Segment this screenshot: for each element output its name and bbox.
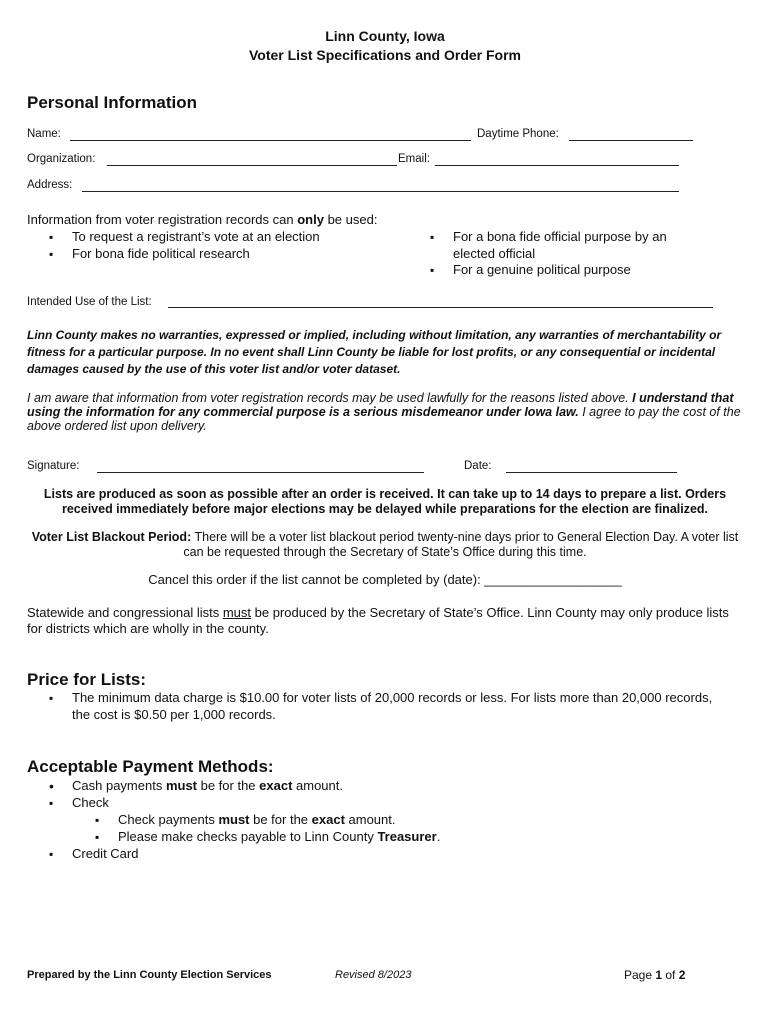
blackout-period: Voter List Blackout Period: There will be a voter list blackout period twenty-nine days prior to General Election Day. A voter list can be requested through the Secretary of State’s Office during this time. (31, 530, 739, 559)
payment-heading: Acceptable Payment Methods: (27, 757, 274, 776)
list-item: ▪ Please make checks payable to Linn County Treasurer. (27, 829, 727, 846)
info-intro: Information from voter registration records can only be used: (27, 212, 378, 227)
footer-prepared: Prepared by the Linn County Election Services (27, 969, 272, 981)
uses-right-list (408, 229, 708, 279)
personal-info-heading: Personal Information (27, 93, 198, 112)
county-title: Linn County, Iowa (325, 28, 445, 44)
name-field[interactable] (70, 140, 471, 141)
date-label: Date: (464, 460, 492, 472)
payment-list (27, 778, 727, 811)
name-label: Name: (27, 128, 61, 140)
list-item: ▪ For bona fide political research (27, 246, 407, 263)
intended-use-field[interactable] (168, 307, 713, 308)
warranty-disclaimer: Linn County makes no warranties, expressed or implied, including without limitation, any warranties of merchantability or fitness for a particular purpose. In no event shall Linn County be liable for lost profits, or any consequential or incidental damages caused by the use of this voter list and/or voter dataset. (27, 328, 722, 376)
address-label: Address: (27, 179, 73, 191)
list-item: ▪ Check payments must be for the exact amount. (27, 812, 727, 829)
date-field[interactable] (506, 472, 677, 473)
check-sub-list (27, 812, 727, 845)
statewide-note: Statewide and congressional lists must be produced by the Secretary of State’s Office. Linn County may only produce lists for districts which are wholly in the county. (27, 605, 729, 636)
email-field[interactable] (435, 165, 679, 166)
signature-field[interactable] (97, 472, 424, 473)
list-item: ▪ For a bona fide official purpose by an elected official (408, 229, 708, 262)
organization-field[interactable] (107, 165, 397, 166)
uses-left-list (27, 229, 407, 262)
production-note: Lists are produced as soon as possible after an order is received. It can take up to 14 days to prepare a list. Orders received immediately before major elections may be delayed while preparations for the election are finalized. (43, 487, 727, 516)
phone-label: Daytime Phone: (477, 128, 559, 140)
cancel-order-text: Cancel this order if the list cannot be completed by (date): ___________________ (148, 572, 622, 587)
price-heading: Price for Lists: (27, 670, 147, 689)
list-item: ▪ To request a registrant’s vote at an election (27, 229, 407, 246)
payment-list-cont (27, 846, 727, 863)
list-item: ▪ The minimum data charge is $10.00 for voter lists of 20,000 records or less. For lists more than 20,000 records, the cost is $0.50 per 1,000 records. (27, 690, 727, 723)
footer-revised: Revised 8/2023 (335, 969, 412, 981)
phone-field[interactable] (569, 140, 693, 141)
list-item: ▪ Check (27, 795, 727, 812)
signature-label: Signature: (27, 460, 80, 472)
price-list (27, 690, 727, 723)
awareness-statement: I am aware that information from voter registration records may be used lawfully for the reasons listed above. I understand that using the information for any commercial purpose is a serious misdemeanor under Iowa law. I agree to pay the cost of the above ordered list upon delivery. (27, 391, 741, 433)
form-title: Voter List Specifications and Order Form (248, 47, 521, 63)
organization-label: Organization: (27, 153, 96, 165)
intended-use-label: Intended Use of the List: (27, 296, 152, 308)
list-item: ▪ Credit Card (27, 846, 727, 863)
email-label: Email: (398, 153, 430, 165)
page-number: Page 1 of 2 (624, 968, 686, 982)
address-field[interactable] (82, 191, 679, 192)
list-item: • Cash payments must be for the exact amount. (27, 778, 727, 795)
list-item: ▪ For a genuine political purpose (408, 262, 708, 279)
